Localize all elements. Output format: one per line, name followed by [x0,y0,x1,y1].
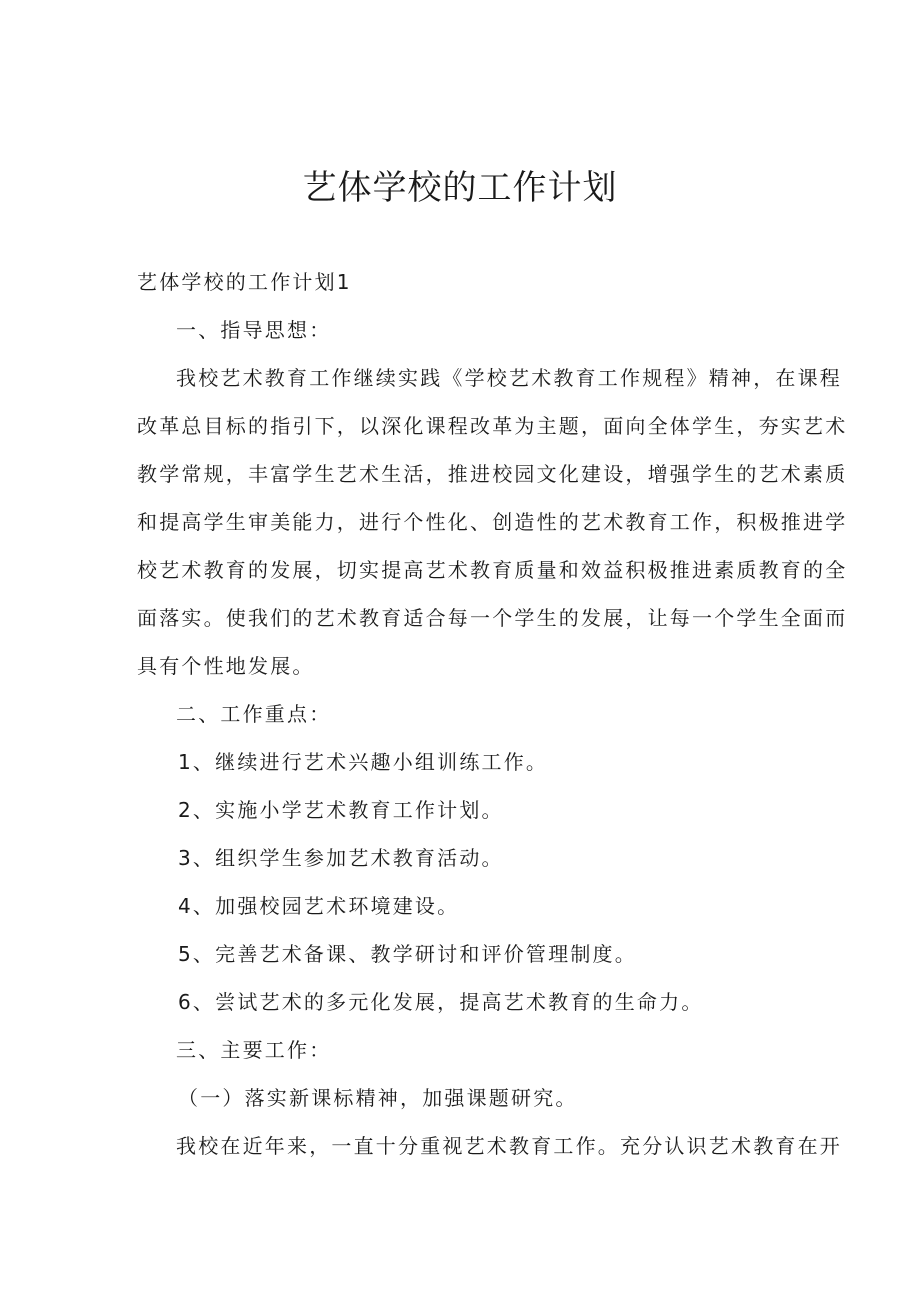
paragraph-line: 和提高学生审美能力，进行个性化、创造性的艺术教育工作，积极推进学 [137,510,848,534]
list-item: 1、继续进行艺术兴趣小组训练工作。 [178,750,549,774]
list-item: 5、完善艺术备课、教学研讨和评价管理制度。 [178,942,637,966]
list-item: 2、实施小学艺术教育工作计划。 [178,798,504,822]
paragraph-line: 改革总目标的指引下，以深化课程改革为主题，面向全体学生，夯实艺术 [137,414,848,438]
list-item: 4、加强校园艺术环境建设。 [178,894,460,918]
paragraph-line: 面落实。使我们的艺术教育适合每一个学生的发展，让每一个学生全面而 [137,606,848,630]
list-item: 6、尝试艺术的多元化发展，提高艺术教育的生命力。 [178,990,704,1014]
paragraph-line: 校艺术教育的发展，切实提高艺术教育质量和效益积极推进素质教育的全 [137,558,848,582]
paragraph-line: 教学常规，丰富学生艺术生活，推进校园文化建设，增强学生的艺术素质 [137,462,848,486]
section-heading-guiding-thought: 一、指导思想： [176,318,332,342]
paragraph-line: 具有个性地发展。 [137,654,315,678]
document-subtitle: 艺体学校的工作计划1 [137,270,352,294]
section-heading-main-work: 三、主要工作： [176,1038,332,1062]
subsection-heading: （一）落实新课标精神，加强课题研究。 [178,1086,578,1110]
list-item: 3、组织学生参加艺术教育活动。 [178,846,504,870]
paragraph-line: 我校艺术教育工作继续实践《学校艺术教育工作规程》精神，在课程 [176,366,842,390]
section-heading-work-focus: 二、工作重点： [176,702,332,726]
document-title: 艺体学校的工作计划 [302,168,618,208]
paragraph-line: 我校在近年来，一直十分重视艺术教育工作。充分认识艺术教育在开 [176,1134,842,1158]
